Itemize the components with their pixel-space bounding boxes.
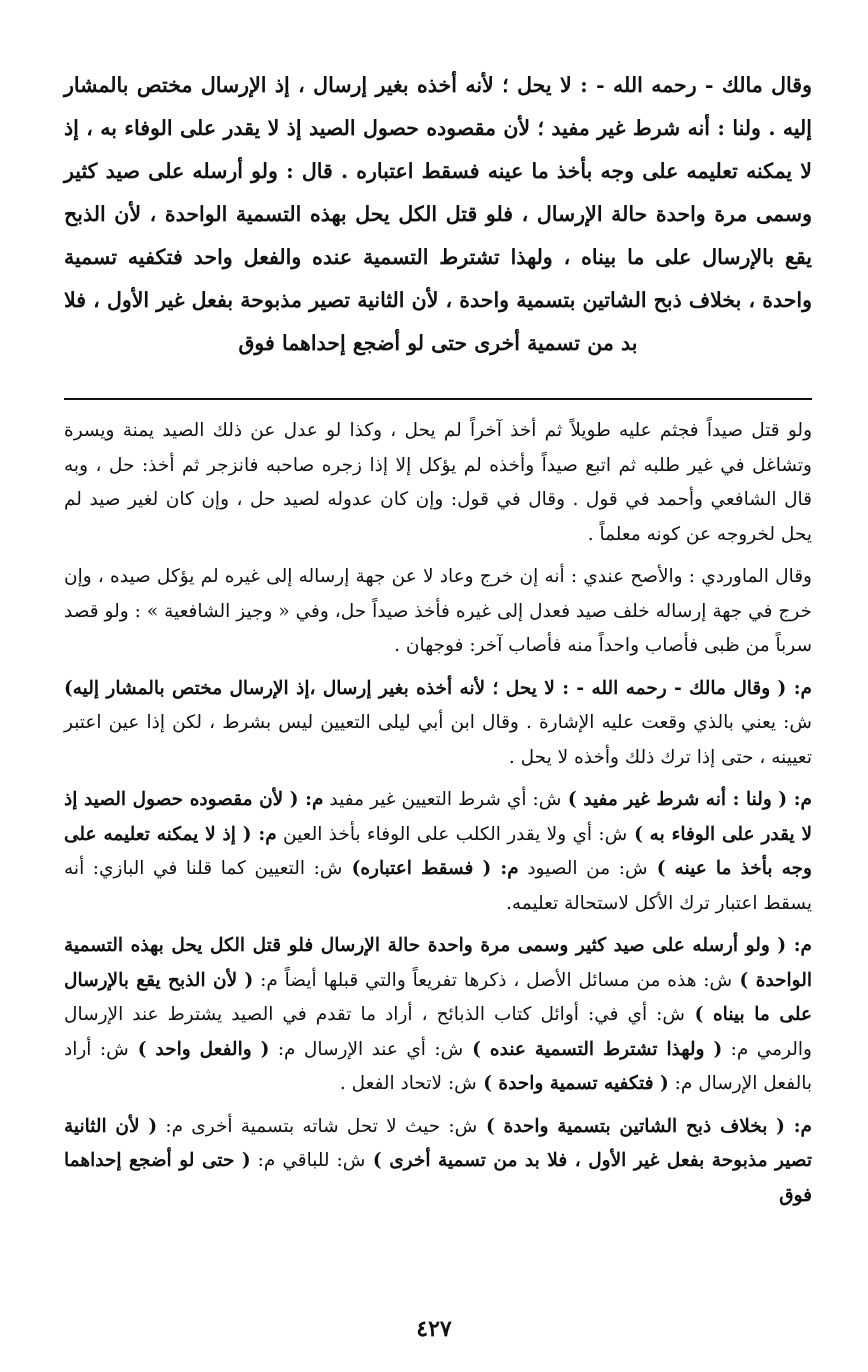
quoted-main-text: م: ( إذ لا يمكنه تعليمه على وجه بأخذ ما عينه ) — [64, 823, 812, 879]
quoted-main-text: ( لأن الذبح يقع بالإرسال على ما بيناه ) — [64, 969, 812, 1025]
quoted-main-text: م: ( ولنا : أنه شرط غير مفيد ) — [561, 789, 812, 810]
quoted-main-text: ( ولهذا تشترط التسمية عنده ) — [463, 1038, 723, 1060]
commentary-text: ش: أي ولا يقدر الكلب على الوفاء بأخذ العين — [276, 823, 628, 845]
commentary-paragraph — [64, 672, 812, 776]
quoted-main-text: م: ( فسقط اعتباره) — [342, 858, 519, 879]
commentary-paragraph — [64, 414, 812, 552]
commentary-text: ش: لاتحاد الفعل . — [339, 1073, 477, 1094]
commentary-paragraph — [64, 783, 812, 921]
quoted-main-text: م: ( لأن مقصوده حصول الصيد إذ لا يقدر على الوفاء به ) — [64, 789, 813, 845]
quoted-main-text: م: ( بخلاف ذبح الشاتين بتسمية واحدة ) — [477, 1115, 812, 1137]
commentary-paragraph — [64, 929, 812, 1102]
page — [64, 64, 812, 1221]
quoted-main-text: ( والفعل واحد ) — [128, 1038, 270, 1060]
quoted-main-text: ( لأن الثانية تصير مذبوحة بفعل غير الأول ، فلا بد من تسمية أخرى ) — [64, 1115, 813, 1171]
main-text-block — [64, 64, 812, 365]
commentary-text: وقال الماوردي : والأصح عندي : أنه إن خرج وعاد لا عن جهة إرساله إلى غيره لم يؤكل صيده ، وإن خرج في جهة إرساله خلف صيد فعدل إلى غيره فأخذ صيداً حل، وفي « وجيز الشافعية » : ولو قصد سرباً من ظبى فأصاب واحداً منه فأصاب آخر: فوجهان . — [64, 566, 812, 656]
commentary-paragraph — [64, 1110, 812, 1214]
commentary-text: ولو قتل صيداً فجثم عليه طويلاً ثم أخذ آخراً لم يحل ، وكذا لو عدل عن ذلك الصيد يمنة ويسرة وتشاغل في غير طلبه ثم اتبع صيداً وأخذه لم يؤكل إلا إذا زجره صاحبه فانزجر ثم أخذ: حل ، وبه قال الشافعي وأحمد في قول . وقال في قول: وإن كان عدوله لصيد حل ، وإن كان لغير صيد لم يحل لخروجه عن كونه معلماً . — [64, 420, 812, 545]
commentary-text: ش: أي في: أوائل كتاب الذبائح ، أراد ما تقدم في الصيد يشترط عند الإرسال والرمي م: — [64, 1004, 812, 1060]
quoted-main-text: م: ( وقال مالك - رحمه الله - : لا يحل ؛ لأنه أخذه بغير إرسال ،إذ الإرسال مختص بالمشار إليه) — [64, 677, 812, 699]
commentary-text: ش: للباقي م: — [250, 1150, 366, 1171]
main-text-paragraph: وقال مالك - رحمه الله - : لا يحل ؛ لأنه أخذه بغير إرسال ، إذ الإرسال مختص بالمشار إليه . ولنا : أنه شرط غير مفيد ؛ لأن مقصوده حصول الصيد إذ لا يقدر على الوفاء به ، إذ لا يمكنه تعليمه على وجه بأخذ ما عينه فسقط اعتباره . قال : ولو أرسله على صيد كثير وسمى مرة واحدة حالة الإرسال ، فلو قتل الكل يحل بهذه التسمية الواحدة ، لأن الذبح يقع بالإرسال على ما بيناه ، ولهذا تشترط التسمية عنده والفعل واحد فتكفيه تسمية واحدة ، بخلاف ذبح الشاتين بتسمية واحدة ، لأن الثانية تصير مذبوحة بفعل غير الأول ، فلا بد من تسمية أخرى حتى لو أضجع إحداهما فوق — [64, 73, 812, 355]
page-number: ٤٢٧ — [416, 1316, 452, 1342]
quoted-main-text: ( فتكفيه تسمية واحدة ) — [476, 1073, 669, 1094]
commentary-paragraph — [64, 560, 812, 664]
commentary-block — [64, 414, 812, 1213]
commentary-text: ش: أراد بالفعل الإرسال م: — [64, 1038, 812, 1094]
commentary-text: ش: يعني بالذي وقعت عليه الإشارة . وقال ابن أبي ليلى التعيين ليس بشرط ، لكن إذا عين اعتبر تعيينه ، حتى إذا ترك ذلك وأخذه لا يحل . — [64, 712, 812, 768]
commentary-text: ش: حيث لا تحل شاته بتسمية أخرى م: — [157, 1115, 478, 1137]
commentary-text: ش: من الصيود — [518, 858, 648, 879]
commentary-text: ش: هذه من مسائل الأصل ، ذكرها تفريعاً والتي قبلها أيضاً م: — [253, 969, 733, 991]
commentary-text: ش: أي عند الإرسال م: — [269, 1038, 464, 1060]
commentary-text: ش: التعيين كما قلنا في البازي: أنه يسقط اعتبار ترك الأكل لاستحالة تعليمه. — [64, 858, 812, 914]
quoted-main-text: ( حتى لو أضجع إحداهما فوق — [64, 1150, 812, 1206]
separator-line — [64, 398, 812, 400]
commentary-text: ش: أي شرط التعيين غير مفيد — [323, 789, 562, 810]
quoted-main-text: م: ( ولو أرسله على صيد كثير وسمى مرة واحدة حالة الإرسال فلو قتل الكل يحل بهذه التسمية الواحدة ) — [64, 935, 813, 991]
